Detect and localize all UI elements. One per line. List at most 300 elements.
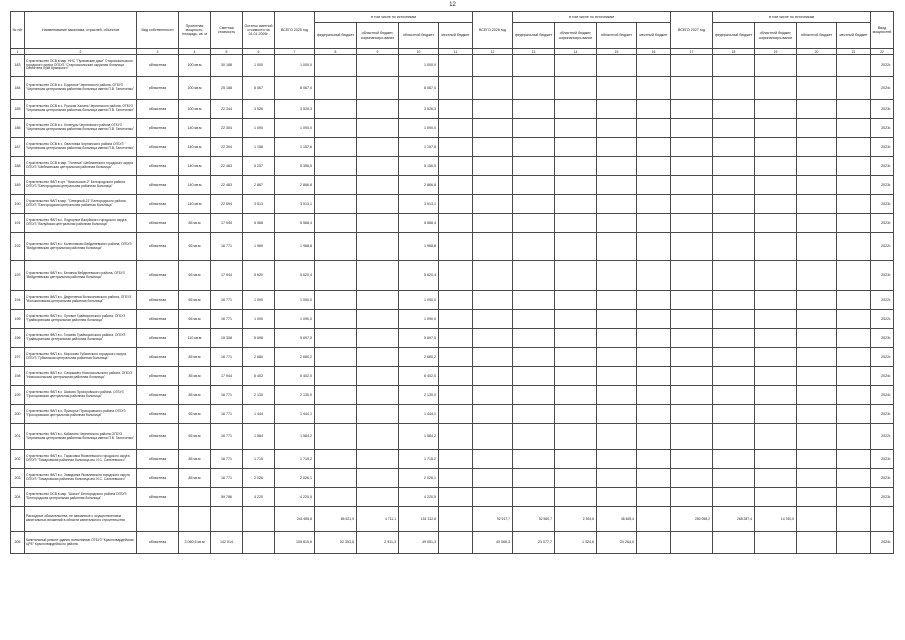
cell-v26 — [473, 195, 513, 214]
column-number-cell: 2 — [25, 49, 137, 55]
cell-v26 — [473, 157, 513, 176]
cell-cap: 140 кв.м — [179, 195, 211, 214]
cell-v26 — [473, 488, 513, 507]
cell-v25: 1 000,0 — [275, 55, 315, 77]
cell-f26 — [513, 77, 555, 100]
cell-inp: 2023г. — [871, 329, 894, 348]
cell-name: Строительство ОСВ в с. Кочегуры Чернянского района ОГБУЗ "Чернянская центральная районная больница имени П.В. Гапотченко" — [25, 119, 137, 138]
cell-no: 202 — [11, 450, 25, 469]
cell-f25 — [315, 138, 357, 157]
cell-f25 — [315, 424, 357, 450]
cell-type: областная — [137, 77, 179, 100]
header-oblast-2025: областной бюджет — [399, 23, 439, 49]
cell-lo26 — [637, 261, 671, 291]
cell-lo26 — [637, 310, 671, 329]
column-number-cell: 11 — [439, 49, 473, 55]
cell-oc27 — [755, 329, 797, 348]
cell-no: 191 — [11, 214, 25, 233]
header-no: № п/п — [11, 12, 25, 49]
cell-ob26 — [597, 291, 637, 310]
cell-v27 — [671, 233, 713, 261]
column-number-cell: 19 — [755, 49, 797, 55]
cell-f25 — [315, 310, 357, 329]
cell-rem: 8 067 — [243, 77, 275, 100]
cell-cap: 85 кв.м — [179, 386, 211, 405]
cell-ob26 — [597, 176, 637, 195]
cell-cap: 140 кв.м — [179, 176, 211, 195]
header-local-2027: местный бюджет — [837, 23, 871, 49]
cell-f26 — [513, 176, 555, 195]
cell-no: 190 — [11, 195, 25, 214]
cell-ob27 — [797, 348, 837, 367]
cell-name: Строительство ОСВ в мкр. "Шагал" Белгородского района ОГБУЗ "Белгородская центральная районная больница" — [25, 488, 137, 507]
cell-v27 — [671, 329, 713, 348]
cell-oc26 — [555, 329, 597, 348]
cell-v26 — [473, 233, 513, 261]
cell-oc25 — [357, 261, 399, 291]
cell-rem — [243, 532, 275, 554]
cell-lo27 — [837, 100, 871, 119]
cell-name: Строительство ФАП в с. Подгорное Валуйского городского округа, ОГБУЗ "Валуйская центральная районная больница" — [25, 214, 137, 233]
cell-no: 199 — [11, 386, 25, 405]
cell-ob25: 8 067,0 — [399, 77, 439, 100]
column-number-cell: 6 — [243, 49, 275, 55]
table-row — [11, 157, 894, 176]
table-row — [11, 348, 894, 367]
cell-cap: 140 кв.м — [179, 157, 211, 176]
cell-inp: 2023г. — [871, 176, 894, 195]
cell-cap: 85 кв.м — [179, 348, 211, 367]
cell-oc25 — [357, 310, 399, 329]
cell-v27 — [671, 77, 713, 100]
cell-v25: 1 584,2 — [275, 424, 315, 450]
column-number-cell: 4 — [179, 49, 211, 55]
cell-type: областная — [137, 55, 179, 77]
cell-name: Строительство ОСВ в с. Ездочное Чернянского района, ОГБУЗ "Чернянская центральная районная больница имени П.В. Гапотченко" — [25, 77, 137, 100]
cell-oc25 — [357, 176, 399, 195]
cell-v27 — [671, 55, 713, 77]
cell-oc25 — [357, 424, 399, 450]
cell-lo25 — [439, 214, 473, 233]
cell-oc27 — [755, 233, 797, 261]
cell-type: областная — [137, 261, 179, 291]
cell-v27 — [671, 157, 713, 176]
column-number-cell: 16 — [637, 49, 671, 55]
cell-ob26 — [597, 310, 637, 329]
cell-rem: 1 969 — [243, 233, 275, 261]
cell-f26 — [513, 386, 555, 405]
cell-v26 — [473, 176, 513, 195]
cell-f26 — [513, 195, 555, 214]
cell-no: 192 — [11, 233, 25, 261]
cell-oc27 — [755, 195, 797, 214]
cell-ob27 — [797, 195, 837, 214]
cell-lo26 — [637, 424, 671, 450]
cell-ob26 — [597, 100, 637, 119]
cell-v27 — [671, 488, 713, 507]
cell-oc27: 14 760,0 — [755, 507, 797, 532]
header-federal-2027: федеральный бюджет — [713, 23, 755, 49]
cell-f27 — [713, 469, 755, 488]
cell-ob27 — [797, 386, 837, 405]
cell-cap: 100 кв.м — [179, 100, 211, 119]
cell-rem: 1 715 — [243, 450, 275, 469]
cell-cap: 110 кв.м — [179, 329, 211, 348]
cell-v26 — [473, 450, 513, 469]
cell-ob25: 1 444,1 — [399, 405, 439, 424]
cell-name: Расходные обязательства, не связанные с осуществлением капитальных вложений в области капитального строительства — [25, 507, 137, 532]
cell-lo25 — [439, 310, 473, 329]
cell-oc27 — [755, 532, 797, 554]
cell-oc27 — [755, 119, 797, 138]
cell-est: 16 771 — [211, 291, 243, 310]
cell-v27 — [671, 138, 713, 157]
header-total-2027: ВСЕГО 2027 год — [671, 12, 713, 49]
cell-name: Строительство ФАП в мкр. "Северный-21" Белгородского района, ОГБУЗ "Белгородская центральная районная больница" — [25, 195, 137, 214]
cell-f26 — [513, 138, 555, 157]
cell-oc25 — [357, 488, 399, 507]
column-number-cell: 18 — [713, 49, 755, 55]
cell-ob25: 4 220,5 — [399, 488, 439, 507]
table-row — [11, 119, 894, 138]
cell-oc25 — [357, 405, 399, 424]
cell-no: 198 — [11, 367, 25, 386]
cell-f26 — [513, 261, 555, 291]
cell-lo27 — [837, 214, 871, 233]
cell-v26: 92 917,7 — [473, 507, 513, 532]
cell-lo25 — [439, 450, 473, 469]
cell-type: областная — [137, 138, 179, 157]
cell-ob26 — [597, 119, 637, 138]
cell-ob26 — [597, 367, 637, 386]
cell-v25: 1 090,0 — [275, 310, 315, 329]
cell-inp: 2023г. — [871, 138, 894, 157]
cell-type: областная — [137, 157, 179, 176]
table-row — [11, 450, 894, 469]
column-number-cell: 20 — [797, 49, 837, 55]
column-number-cell: 8 — [315, 49, 357, 55]
cell-ob26 — [597, 488, 637, 507]
cell-lo26 — [637, 100, 671, 119]
cell-f27 — [713, 195, 755, 214]
cell-lo25 — [439, 488, 473, 507]
cell-cap: 140 кв.м — [179, 119, 211, 138]
cell-inp: 2024г. — [871, 367, 894, 386]
cell-lo26 — [637, 405, 671, 424]
cell-est: 17 944 — [211, 367, 243, 386]
table-row — [11, 424, 894, 450]
column-number-cell: 5 — [211, 49, 243, 55]
header-local-2025: местный бюджет — [439, 23, 473, 49]
cell-ob25: 2 026,1 — [399, 469, 439, 488]
cell-lo26 — [637, 469, 671, 488]
cell-f27 — [713, 532, 755, 554]
cell-inp: 2023г. — [871, 195, 894, 214]
column-number-cell: 17 — [671, 49, 713, 55]
cell-ob25: 2 680,2 — [399, 348, 439, 367]
cell-type: областная — [137, 424, 179, 450]
cell-lo27 — [837, 55, 871, 77]
column-number-cell: 21 — [837, 49, 871, 55]
cell-f27 — [713, 119, 755, 138]
cell-ob27 — [797, 138, 837, 157]
cell-ob26 — [597, 214, 637, 233]
header-oblast-cofin-2026: областной бюджет, софинансиро-вание — [555, 23, 597, 49]
cell-oc25 — [357, 77, 399, 100]
cell-no: 200 — [11, 405, 25, 424]
cell-type: областная — [137, 532, 179, 554]
header-local-2026: местный бюджет — [637, 23, 671, 49]
cell-ob27 — [797, 157, 837, 176]
cell-rem: 5 568 — [243, 214, 275, 233]
cell-ob27 — [797, 424, 837, 450]
cell-rem: 1 000 — [243, 55, 275, 77]
cell-inp: 2023г. — [871, 405, 894, 424]
cell-oc25 — [357, 157, 399, 176]
cell-type: областная — [137, 310, 179, 329]
cell-no: 194 — [11, 291, 25, 310]
table-row — [11, 55, 894, 77]
cell-no: 203 — [11, 469, 25, 488]
cell-v25: 5 620,4 — [275, 261, 315, 291]
cell-est: 16 771 — [211, 233, 243, 261]
cell-ob25: 151 312,8 — [399, 507, 439, 532]
cell-est: 16 771 — [211, 405, 243, 424]
cell-f25 — [315, 291, 357, 310]
cell-lo27 — [837, 119, 871, 138]
cell-rem: 3 526 — [243, 100, 275, 119]
cell-oc26 — [555, 348, 597, 367]
cell-lo25 — [439, 100, 473, 119]
cell-v25: 5 356,5 — [275, 157, 315, 176]
cell-cap: 85 кв.м — [179, 450, 211, 469]
cell-v25: 1 968,8 — [275, 233, 315, 261]
cell-oc27 — [755, 450, 797, 469]
column-number-cell: 1 — [11, 49, 25, 55]
cell-f27 — [713, 176, 755, 195]
cell-v25: 3 526,3 — [275, 100, 315, 119]
cell-type: областная — [137, 291, 179, 310]
cell-cap: 65 кв.м — [179, 261, 211, 291]
cell-oc25 — [357, 450, 399, 469]
cell-lo27 — [837, 77, 871, 100]
cell-lo26 — [637, 367, 671, 386]
cell-v27 — [671, 176, 713, 195]
cell-v25: 2 130,0 — [275, 386, 315, 405]
cell-f27: 268 287,4 — [713, 507, 755, 532]
cell-rem: 5 698 — [243, 329, 275, 348]
cell-lo27 — [837, 367, 871, 386]
cell-name: Строительство ФАП в с. Луговое Грайворонского района, ОГБУЗ "Грайворонская центральная районная больница" — [25, 310, 137, 329]
cell-lo25 — [439, 386, 473, 405]
cell-lo26 — [637, 488, 671, 507]
table-row — [11, 176, 894, 195]
cell-v27 — [671, 100, 713, 119]
header-remaining: Остаток сметной стоимости на 01.01.2026г. — [243, 12, 275, 49]
cell-v27 — [671, 532, 713, 554]
table-row — [11, 138, 894, 157]
cell-type: областная — [137, 176, 179, 195]
cell-v27 — [671, 348, 713, 367]
cell-ob25: 6 402,0 — [399, 367, 439, 386]
cell-f25 — [315, 55, 357, 77]
header-group-2026: в том числе по источникам — [513, 12, 671, 23]
cell-name: Строительство ОСВ в мкр. "Успенка" Шебекинского городского округа ОГБУЗ "Шебекинская центральная районная больница" — [25, 157, 137, 176]
cell-v26 — [473, 77, 513, 100]
cell-est: 16 771 — [211, 450, 243, 469]
cell-lo27 — [837, 507, 871, 532]
cell-ob25: 1 000,0 — [399, 55, 439, 77]
cell-f25 — [315, 367, 357, 386]
cell-lo25 — [439, 261, 473, 291]
cell-v27 — [671, 119, 713, 138]
cell-lo26 — [637, 291, 671, 310]
cell-lo25 — [439, 367, 473, 386]
cell-v25: 4 220,5 — [275, 488, 315, 507]
cell-ob26: 38 465,4 — [597, 507, 637, 532]
cell-ob27 — [797, 329, 837, 348]
cell-rem: 2 867 — [243, 176, 275, 195]
cell-oc26 — [555, 138, 597, 157]
cell-oc25 — [357, 195, 399, 214]
cell-v27 — [671, 386, 713, 405]
cell-est: 22 304 — [211, 119, 243, 138]
cell-v25: 1 090,0 — [275, 291, 315, 310]
table-row — [11, 367, 894, 386]
cell-f25 — [315, 348, 357, 367]
cell-inp: 2023г. — [871, 450, 894, 469]
cell-v26 — [473, 261, 513, 291]
cell-ob27 — [797, 261, 837, 291]
cell-oc25 — [357, 55, 399, 77]
cell-lo25 — [439, 424, 473, 450]
cell-ob25: 1 584,2 — [399, 424, 439, 450]
cell-no: 193 — [11, 261, 25, 291]
header-row-top — [11, 12, 894, 23]
cell-f27 — [713, 367, 755, 386]
cell-cap — [179, 488, 211, 507]
cell-lo26 — [637, 157, 671, 176]
cell-type: областная — [137, 488, 179, 507]
cell-f26: 52 560,7 — [513, 507, 555, 532]
cell-f25 — [315, 488, 357, 507]
cell-est: 22 483 — [211, 176, 243, 195]
cell-ob25: 1 090,0 — [399, 310, 439, 329]
cell-f25 — [315, 469, 357, 488]
cell-ob26 — [597, 55, 637, 77]
cell-oc27 — [755, 424, 797, 450]
table-row — [11, 77, 894, 100]
cell-lo26 — [637, 386, 671, 405]
cell-f25 — [315, 386, 357, 405]
cell-oc25 — [357, 291, 399, 310]
cell-type: областная — [137, 469, 179, 488]
cell-oc26 — [555, 450, 597, 469]
table-row — [11, 310, 894, 329]
page-number: 12 — [449, 2, 456, 8]
cell-v25: 2 866,8 — [275, 176, 315, 195]
cell-lo26 — [637, 233, 671, 261]
cell-no: 183 — [11, 55, 25, 77]
cell-lo26 — [637, 77, 671, 100]
header-capacity: Проектная мощность, площадь, кв. м — [179, 12, 211, 49]
cell-ob26 — [597, 405, 637, 424]
cell-f27 — [713, 329, 755, 348]
cell-lo25 — [439, 532, 473, 554]
cell-lo25 — [439, 195, 473, 214]
cell-v27 — [671, 469, 713, 488]
cell-name: Строительство ФАП в с. Колесниково Вейделевского района, ОГБУЗ "Вейделевская центральная районная больница" — [25, 233, 137, 261]
cell-lo25 — [439, 157, 473, 176]
cell-v25: 8 067,0 — [275, 77, 315, 100]
cell-lo27 — [837, 195, 871, 214]
cell-oc25 — [357, 348, 399, 367]
cell-oc25 — [357, 367, 399, 386]
cell-lo25 — [439, 329, 473, 348]
cell-est: 16 771 — [211, 348, 243, 367]
cell-oc25 — [357, 138, 399, 157]
cell-inp: 2024г. — [871, 386, 894, 405]
cell-ob26: 20 264,0 — [597, 532, 637, 554]
cell-oc26 — [555, 261, 597, 291]
cell-oc27 — [755, 367, 797, 386]
cell-ob27 — [797, 214, 837, 233]
cell-f26 — [513, 157, 555, 176]
cell-type: областная — [137, 405, 179, 424]
cell-lo26 — [637, 55, 671, 77]
cell-no — [11, 507, 25, 532]
cell-f26 — [513, 424, 555, 450]
column-number-cell: 7 — [275, 49, 315, 55]
cell-name: Строительство ФАП в с. Белянка Вейделевского района, ОГБУЗ "Вейделевская центральная районная больница" — [25, 261, 137, 291]
cell-oc27 — [755, 138, 797, 157]
cell-inp: 2022г. — [871, 291, 894, 310]
cell-inp: 2024г. — [871, 77, 894, 100]
cell-f25: 52 353,5 — [315, 532, 357, 554]
cell-f27 — [713, 100, 755, 119]
cell-f25 — [315, 119, 357, 138]
cell-ob25: 49 051,3 — [399, 532, 439, 554]
cell-f26: 23 077,7 — [513, 532, 555, 554]
cell-v26 — [473, 310, 513, 329]
cell-no: 184 — [11, 77, 25, 100]
cell-no: 185 — [11, 100, 25, 119]
table-row — [11, 405, 894, 424]
cell-cap: 65 кв.м — [179, 424, 211, 450]
cell-no: 195 — [11, 310, 25, 329]
cell-cap: 85 кв.м — [179, 469, 211, 488]
cell-f25 — [315, 329, 357, 348]
cell-f27 — [713, 157, 755, 176]
cell-v26 — [473, 386, 513, 405]
cell-lo27 — [837, 348, 871, 367]
cell-ob25: 5 568,4 — [399, 214, 439, 233]
cell-lo27 — [837, 157, 871, 176]
cell-est: 16 771 — [211, 469, 243, 488]
header-federal-2026: федеральный бюджет — [513, 23, 555, 49]
cell-lo26 — [637, 348, 671, 367]
cell-f27 — [713, 310, 755, 329]
cell-v26: 40 066,3 — [473, 532, 513, 554]
cell-f27 — [713, 348, 755, 367]
cell-v27 — [671, 261, 713, 291]
cell-type: областная — [137, 450, 179, 469]
cell-name: Строительство ФАП в с. Кабалино Чернянского района ОГБУЗ "Чернянская центральная районная больница имени П.В. Гапотченко" — [25, 424, 137, 450]
cell-cap: 85 кв.м — [179, 214, 211, 233]
cell-inp: 2022г. — [871, 55, 894, 77]
cell-v27 — [671, 405, 713, 424]
cell-lo25 — [439, 176, 473, 195]
